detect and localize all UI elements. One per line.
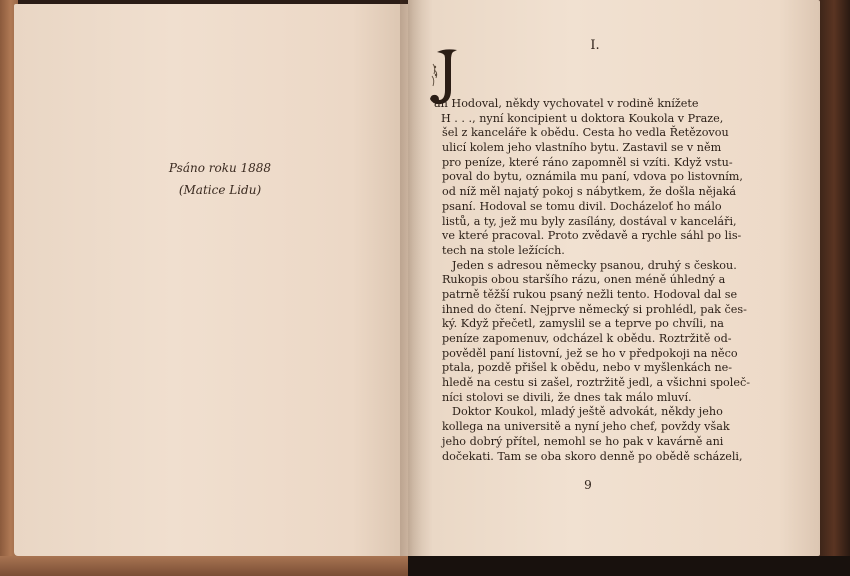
text-line: an Hodoval, někdy vychovatel v rodině knížete: [434, 97, 699, 110]
text-line: ký. Když přečetl, zamyslil se a teprve po chvíli, na: [442, 317, 724, 331]
text-line: níci stolovi se divili, že dnes tak málo mluví.: [442, 390, 692, 404]
dedication-line-1: Psáno roku 1888: [168, 161, 272, 175]
text-line: ve které pracoval. Proto zvědavě a rychle sáhl po lis-: [442, 229, 742, 243]
chapter-body-text: [420, 97, 762, 464]
text-line: psaní. Hodoval se tomu divil. Docházeloť ho málo: [442, 199, 722, 213]
text-line: ulicí kolem jeho vlastního bytu. Zastavil se v něm: [442, 141, 722, 155]
text-line: pověděl paní listovní, jež se ho v předpokoji na něco: [442, 346, 738, 360]
text-line: kollega na universitě a nyní jeho chef, povždy však: [442, 420, 730, 434]
text-line: dočekati. Tam se oba skoro denně po obědě scházeli,: [442, 449, 743, 463]
text-line: poval do bytu, oznámila mu paní, vdova po listovním,: [442, 170, 743, 184]
text-line: peníze zapomenuv, odcházel k obědu. Roztržitě od-: [442, 332, 732, 345]
bottom-shadow: [408, 556, 850, 576]
text-line: ptala, pozdě přišel k obědu, nebo v myšlenkách ne-: [442, 361, 733, 375]
text-line: Doktor Koukol, mladý ještě advokát, někdy jeho: [452, 405, 723, 419]
text-line: od níž měl najatý pokoj s nábytkem, že došla nějaká: [442, 185, 737, 199]
text-line: hledě na cestu si zašel, roztržitě jedl, a všichni společ-: [442, 376, 751, 390]
book-cover-bottom: [0, 556, 415, 576]
text-line: jeho dobrý přítel, nemohl se ho pak v kavárně ani: [442, 434, 724, 448]
text-line: patrně těžší rukou psaný nežli tento. Hodoval dal se: [442, 287, 738, 301]
book-right-edge: [818, 0, 850, 576]
text-line: listů, a ty, jež mu byly zasílány, dostával v kanceláři,: [442, 214, 737, 228]
text-line: Jeden s adresou německy psanou, druhý s českou.: [452, 258, 737, 272]
text-line: Rukopis obou staršího rázu, onen méně úhledný a: [442, 273, 726, 287]
left-page: [14, 4, 412, 556]
text-line: tech na stole ležících.: [442, 243, 565, 257]
text-line: pro peníze, které ráno zapomněl si vzíti. Když vstu-: [442, 155, 733, 169]
page-gutter: [400, 0, 422, 556]
dropcap-letter: J: [445, 86, 446, 87]
text-line: ihned do čtení. Nejprve německý si prohlédl, pak čes-: [442, 302, 747, 316]
text-line: šel z kanceláře k obědu. Cesta ho vedla Řetězovou: [442, 126, 729, 140]
text-line: H . . ., nyní koncipient u doktora Koukola v Praze,: [441, 111, 724, 125]
chapter-number: I.: [590, 38, 600, 53]
dedication-line-2: (Matice Lidu): [178, 183, 262, 197]
dedication: [150, 157, 290, 201]
page-number: 9: [584, 478, 592, 492]
